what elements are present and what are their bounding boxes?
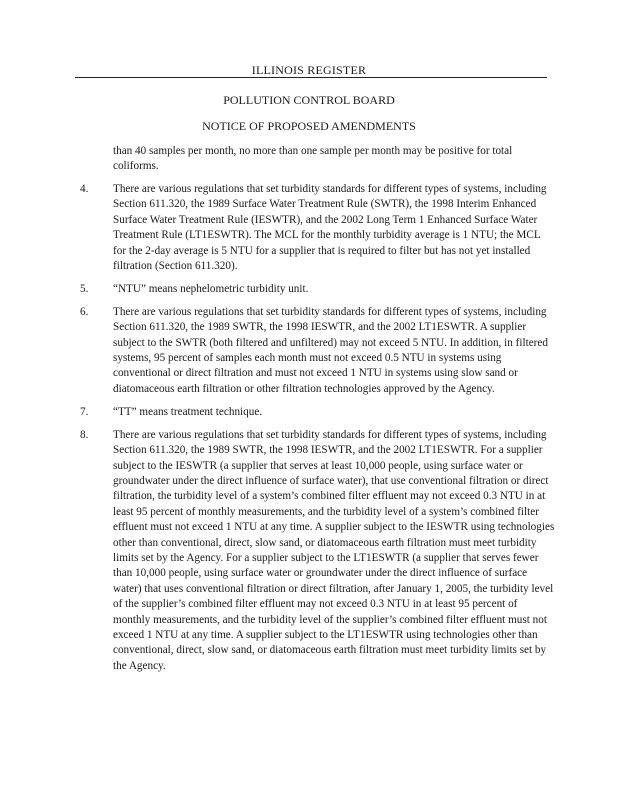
item-text: There are various regulations that set turbidity standards for different types of systems, including Section 611.320, the 1989 SWTR, the 1998 IESWTR, and the 2002 LT1ESWTR. For a supplier subject to the IESWTR (a supplier that serves at least 10,000 people, using surface water or groundwater under the direct influence of surface water), that use conventional filtration or direct filtration, the turbidity level of a system’s combined filter effluent may not exceed 0.3 NTU in at least 95 percent of monthly measurements, and the turbidity level of a system’s combined filter effluent must not exceed 1 NTU at any time. A supplier subject to the IESWTR using technologies other than conventional, direct, slow sand, or diatomaceous earth filtration must meet turbidity limits set by the Agency. For a supplier subject to the LT1ESWTR (a supplier that serves fewer than 10,000 people, using surface water or groundwater under the direct influence of surface water) that uses conventional filtration or direct filtration, after January 1, 2005, the turbidity level of the supplier’s combined filter effluent may not exceed 0.3 NTU in at least 95 percent of monthly measurements, and the turbidity level of the supplier’s combined filter effluent must not exceed 1 NTU at any time. A supplier subject to the LT1ESWTR using technologies other than conventional, direct, slow sand, or diatomaceous earth filtration must meet turbidity limits set by the Agency. bbox=[113, 428, 555, 672]
item-number: 4. bbox=[80, 183, 89, 195]
item-text: There are various regulations that set turbidity standards for different types of systems, including Section 611.320, the 1989 SWTR, the 1998 IESWTR, and the 2002 LT1ESWTR. A supplier subject to the SWTR (both filtered and unfiltered) may not exceed 5 NTU. In addition, in filtered systems, 95 percent of samples each month must not exceed 0.5 NTU in systems using conventional or direct filtration and must not exceed 1 NTU in systems using slow sand or diatomaceous earth filtration or other filtration technologies approved by the Agency. bbox=[113, 305, 548, 395]
list-item bbox=[80, 282, 556, 297]
list-item bbox=[80, 428, 556, 675]
definitions-list bbox=[80, 182, 556, 674]
list-item bbox=[80, 182, 556, 274]
header-rule bbox=[75, 77, 547, 78]
item-number: 5. bbox=[80, 282, 89, 295]
list-item bbox=[80, 305, 556, 397]
list-item bbox=[80, 405, 556, 420]
item-number: 8. bbox=[80, 428, 89, 441]
item-text: “NTU” means nephelometric turbidity unit. bbox=[113, 282, 309, 295]
item-number: 6. bbox=[80, 305, 89, 318]
item-number: 7. bbox=[80, 405, 89, 418]
intro-paragraph: than 40 samples per month, no more than one sample per month may be positive for total coliforms. bbox=[113, 145, 513, 173]
board-name: POLLUTION CONTROL BOARD bbox=[223, 93, 395, 107]
item-text: There are various regulations that set turbidity standards for different types of systems, including Section 611.320, the 1989 Surface Water Treatment Rule (SWTR), the 1998 Interim Enhanced Surface Water Treatment Rule (IESWTR), and the 2002 Long Term 1 Enhanced Surface Water Treatment Rule (LT1ESWTR). The MCL for the monthly turbidity average is 1 NTU; the MCL for the 2-day average is 5 NTU for a supplier that is required to filter but has not yet installed filtration (Section 611.320). bbox=[113, 183, 547, 273]
notice-title: NOTICE OF PROPOSED AMENDMENTS bbox=[202, 119, 416, 133]
item-text: “TT” means treatment technique. bbox=[113, 405, 263, 418]
register-title: ILLINOIS REGISTER bbox=[251, 63, 367, 77]
